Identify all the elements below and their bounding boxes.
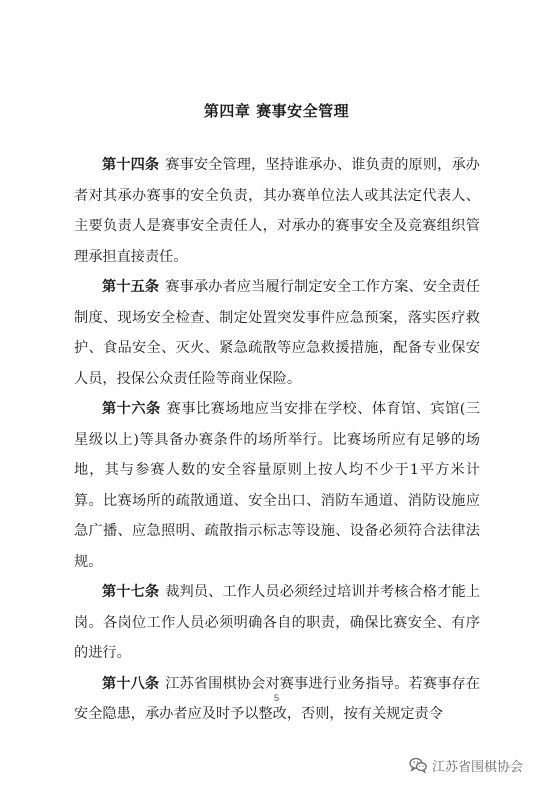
article-number: 第十五条 <box>102 279 160 295</box>
article-text: 赛事安全管理，坚持谁承办、谁负责的原则，承办者对其承办赛事的安全负责，其办赛单位法人或其法定代表人、主要负责人是赛事安全责任人，对承办的赛事安全及竞赛组织管理承担直接责任。 <box>74 157 480 265</box>
watermark <box>408 753 523 777</box>
wechat-icon <box>408 755 428 775</box>
page-number: 5 <box>273 693 279 703</box>
article-15 <box>74 272 480 394</box>
article-number: 第十八条 <box>102 675 160 692</box>
article-16 <box>74 394 480 577</box>
chapter-title: 第四章 赛事安全管理 <box>203 102 350 120</box>
article-number: 第十四条 <box>102 157 160 173</box>
article-text: 赛事承办者应当履行制定安全工作方案、安全责任制度、现场安全检查、制定处置突发事件应急预案，落实医疗救护、食品安全、灭火、紧急疏散等应急救援措施，配备专业保安人员，投保公众责任险等商业保险。 <box>74 279 480 387</box>
article-17 <box>74 577 480 669</box>
article-text: 赛事比赛场地应当安排在学校、体育馆、宾馆(三星级以上)等具备办赛条件的场所举行。比赛场所应有足够的场地，其与参赛人数的安全容量原则上按人均不少于1平方米计算。比赛场所的疏散通道、安全出口、消防车通道、消防设施应急广播、应急照明、疏散指示标志等设施、设备必须符合法律法规。 <box>74 401 480 570</box>
article-text: 江苏省围棋协会对赛事进行业务指导。若赛事存在安全隐患，承办者应及时予以整改，否则，按有关规定责令 <box>74 675 480 722</box>
article-number: 第十七条 <box>102 584 160 600</box>
article-text: 裁判员、工作人员必须经过培训并考核合格才能上岗。各岗位工作人员必须明确各自的职责，确保比赛安全、有序的进行。 <box>74 584 480 661</box>
article-number: 第十六条 <box>102 401 161 417</box>
watermark-text: 江苏省围棋协会 <box>432 759 524 775</box>
document-body <box>74 150 480 730</box>
article-14 <box>74 150 480 272</box>
